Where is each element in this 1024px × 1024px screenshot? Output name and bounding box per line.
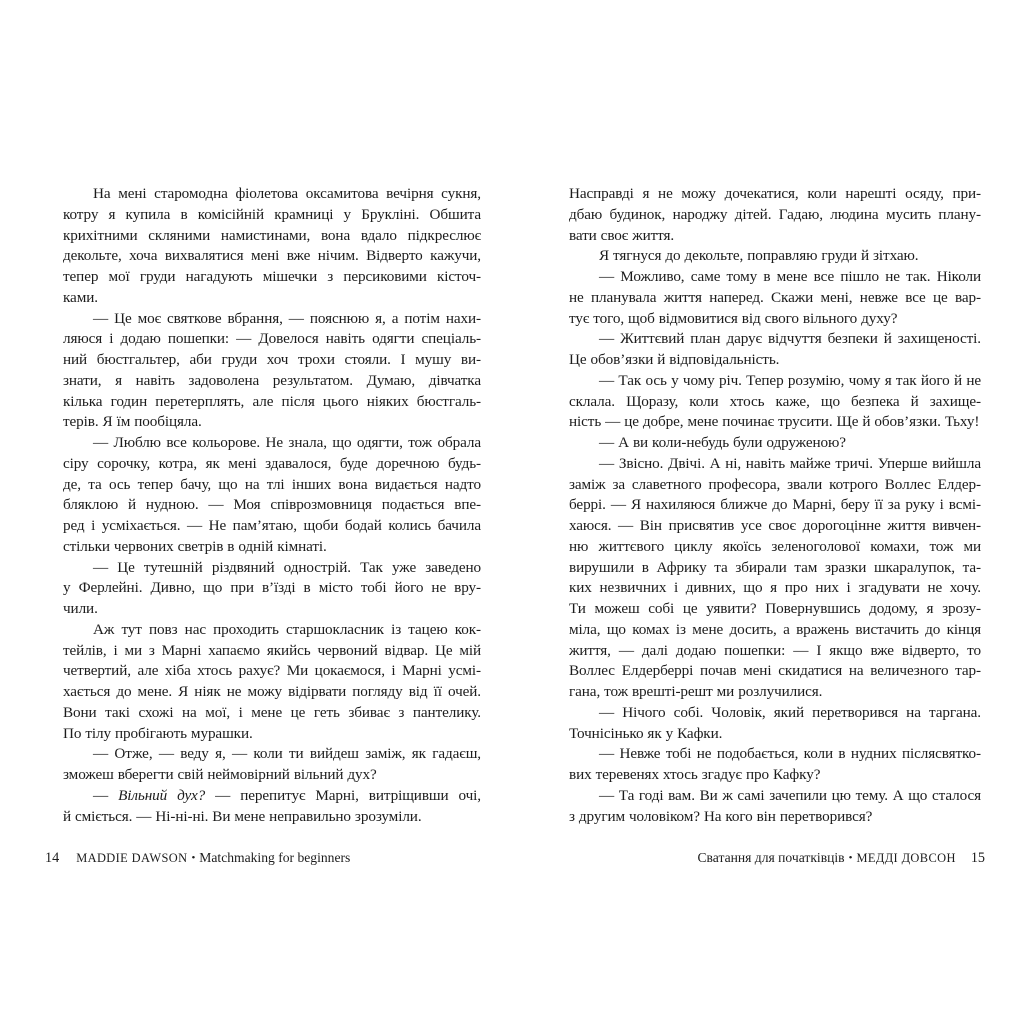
footer-left <box>45 850 350 867</box>
text-line: По тілу пробігають мурашки. <box>63 724 253 742</box>
text-line: хаюся. — Він присвятив усе своє дорогоцінне життя вивчен- <box>569 517 981 534</box>
text-line: — Це моє святкове вбрання, — пояснюю я, а потім нахи- <box>93 309 481 327</box>
text-line: ред і усміхається. — Не пам’ятаю, щоби бодай колись бачила <box>63 517 481 534</box>
page-left-text-block <box>63 184 481 827</box>
text-segment: — <box>93 786 119 804</box>
page-right-text-block <box>569 184 981 827</box>
text-line: склала. Щоразу, коли хтось каже, що безпека й захище- <box>569 392 981 410</box>
text-line: у Ферлейні. Дивно, що при в’їзді в місто тобі його не вру- <box>63 579 481 597</box>
text-line: — Звісно. Двічі. А ні, навіть майже тричі. Уперше вийшла <box>599 454 981 472</box>
paragraph <box>569 454 981 703</box>
text-line: Я тягнуся до декольте, поправляю груди й зітхаю. <box>599 247 919 265</box>
text-line: сіру сорочку, котра, як мені здавалося, буде доречною будь- <box>63 454 481 472</box>
text-line: — Отже, — веду я, — коли ти вийдеш заміж, як гадаєш, <box>93 745 481 763</box>
text-line: — Люблю все кольорове. Не знала, що одягти, тож обрала <box>93 434 481 451</box>
text-line: терів. Я їм пообіцяла. <box>63 413 202 431</box>
text-line: вирушили в Африку та збирали там зразки шкаралупок, та- <box>569 558 981 576</box>
paragraph <box>569 267 981 329</box>
text-line: Точнісінько як у Кафки. <box>569 724 723 742</box>
text-line: й сміється. — Ні-ні-ні. Ви мене неправильно зрозуміли. <box>63 807 422 825</box>
text-line: — Життєвий план дарує відчуття безпеки й захищеності. <box>599 330 981 348</box>
text-line: хається до мене. Я ніяк не можу відірвати погляду від її очей. <box>63 683 481 700</box>
paragraph <box>63 620 481 745</box>
paragraph <box>569 371 981 433</box>
running-author-left: MADDIE DAWSON <box>76 851 188 865</box>
bullet-separator-icon: • <box>848 852 853 864</box>
text-line: життя, — далі додаю пошепки: — І якщо вже відверто, то <box>569 641 981 659</box>
text-line: з другим чоловіком? На кого він перетворився? <box>569 807 873 825</box>
paragraph <box>63 744 481 786</box>
text-line: — Можливо, саме тому в мене все пішло не так. Ніколи <box>599 268 981 285</box>
text-line: ний бюстгальтер, аби груди хоч трохи стояли. І мушу ви- <box>63 351 481 368</box>
text-line: знати, я навіть задоволена результатом. Думаю, дівчатка <box>63 371 481 389</box>
text-line: Аж тут повз нас проходить старшокласник із тацею кок- <box>93 620 481 638</box>
text-line: декольте, хоча вихвалятися мені вже нічим. Відверто кажучи, <box>63 247 481 265</box>
text-line: ких незвичних і дивних, що я про них і згадувати не хочу. <box>569 579 981 597</box>
paragraph <box>569 246 981 267</box>
running-author-right: МЕДДІ ДОВСОН <box>856 851 956 865</box>
text-line: не планувала життя наперед. Скажи мені, невже все це вар- <box>569 288 981 306</box>
text-line: ками. <box>63 288 98 306</box>
text-line: бляклою й нудною. — Моя співрозмовниця подається впе- <box>63 496 481 514</box>
text-line: ляюся і додаю пошепки: — Довелося навіть одягти спеціаль- <box>63 330 481 348</box>
text-line: Воллес Елдерберрі почав мені скидатися на величезного тар- <box>569 662 981 680</box>
text-line: На мені старомодна фіолетова оксамитова вечірня сукня, <box>93 185 481 202</box>
text-line: гана, тож врешті-решт ми розлучилися. <box>569 683 823 700</box>
text-line: беррі. — Я нахиляюся ближче до Марні, беру її за руку і всмі- <box>569 496 981 514</box>
text-line: тейлів, і ми з Марні хапаємо якийсь червоний відвар. Це мій <box>63 641 481 659</box>
text-line: — Та годі вам. Ви ж самі зачепили цю тему. А що сталося <box>599 786 981 804</box>
text-line: ню життєвого циклу якоїсь зеленоголової комахи, тож ми <box>569 537 981 555</box>
text-line: зможеш вберегти свій неймовірний вільний дух? <box>63 766 377 783</box>
paragraph <box>569 329 981 371</box>
paragraph <box>63 184 481 309</box>
text-line: Вони такі схожі на мої, і мене це геть збиває з пантелику. <box>63 703 481 721</box>
text-line: вих теревенях хтось згадує про Кафку? <box>569 766 821 783</box>
text-line: дбаю будинок, народжу дітей. Гадаю, людина мусить плану- <box>569 205 981 223</box>
text-line: міла, що комах із мене досить, а вражень вистачить до кінця <box>569 620 981 638</box>
text-line: четвертий, але хіба хтось рахує? Ми цокаємося, і Марні усмі- <box>63 662 481 680</box>
text-line: котру я купила в комісійній крамниці у Брукліні. Обшита <box>63 205 481 223</box>
text-segment: — перепитує Марні, витріщивши очі, <box>205 786 481 804</box>
text-line: тепер мої груди нагадують мішечки з персиковими кісточ- <box>63 268 481 285</box>
text-line: крихітними скляними намистинами, вона вдало підкреслює <box>63 226 481 244</box>
text-line: — Це тутешній різдвяний однострій. Так уже заведено <box>93 558 481 576</box>
paragraph <box>569 744 981 786</box>
text-line: де, та ось тепер бачу, що на тлі інших вона видається надто <box>63 475 481 493</box>
footer-right <box>697 850 985 867</box>
text-line: — А ви коли-небудь були одруженою? <box>599 434 846 451</box>
paragraph <box>569 786 981 828</box>
paragraph <box>63 558 481 620</box>
text-line: чили. <box>63 600 98 617</box>
running-title-right: Сватання для початківців <box>697 850 845 865</box>
text-line: Це обов’язки й відповідальність. <box>569 351 780 368</box>
text-line: заміж за славетного професора, звали котрого Воллес Елдер- <box>569 475 981 493</box>
running-title-left: Matchmaking for beginners <box>199 850 351 865</box>
page-number-right: 15 <box>970 850 985 866</box>
paragraph <box>569 703 981 745</box>
paragraph <box>63 786 481 828</box>
text-line: кілька годин перетерплять, але після цього ніяких бюстгаль- <box>63 392 481 410</box>
text-line: Ти можеш собі це уявити? Повернувшись додому, я зрозу- <box>569 600 981 617</box>
text-line: стільки червоних светрів в одній кімнаті. <box>63 537 327 555</box>
paragraph <box>569 433 981 454</box>
text-line: тує того, щоб відмовитися від свого вільного духу? <box>569 309 898 327</box>
text-line: — Так ось у чому річ. Тепер розумію, чому я так його й не <box>599 371 981 389</box>
text-line: вати своє життя. <box>569 226 675 244</box>
paragraph <box>63 309 481 434</box>
paragraph <box>569 184 981 246</box>
text-line: — Нічого собі. Чоловік, який перетворився на таргана. <box>599 703 981 721</box>
text-line: ність — це добре, мене починає трусити. Ще й обов’язки. Тьху! <box>569 413 980 431</box>
text-line <box>63 786 481 807</box>
text-line: Насправді я не можу дочекатися, коли нарешті осяду, при- <box>569 185 981 202</box>
bullet-separator-icon: • <box>191 852 196 864</box>
text-line: — Невже тобі не подобається, коли в нудних післясвятко- <box>599 745 981 763</box>
paragraph <box>63 433 481 558</box>
page-number-left: 14 <box>45 850 60 866</box>
italic-phrase: Вільний дух? <box>118 786 206 804</box>
